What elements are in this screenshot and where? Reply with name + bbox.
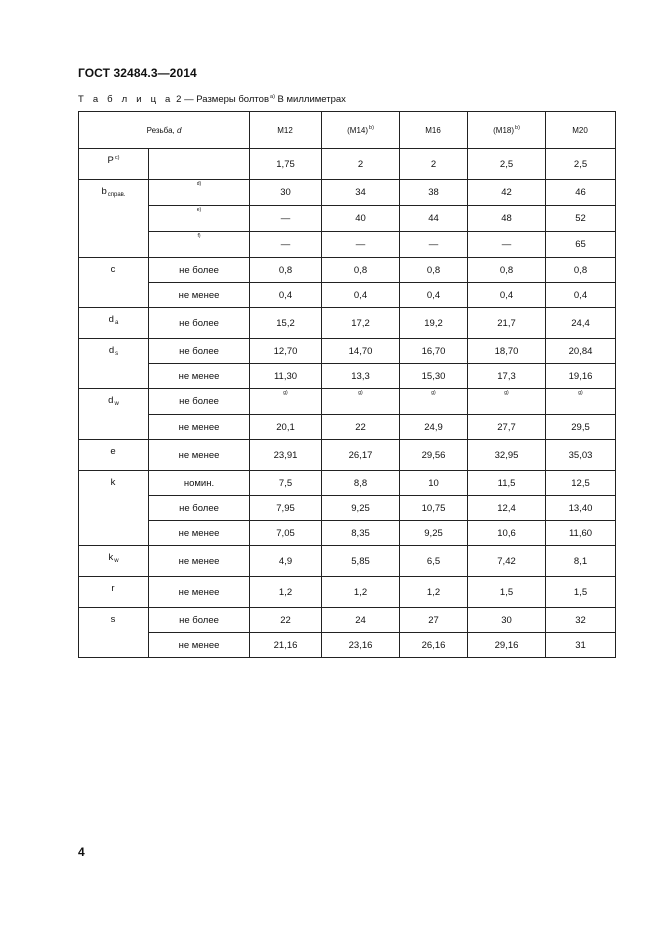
value-cell: 0,4 bbox=[322, 283, 400, 308]
value-cell: 40 bbox=[322, 206, 400, 232]
value-cell: 7,42 bbox=[468, 546, 546, 577]
value-cell: 20,84 bbox=[546, 339, 616, 364]
value-cell: 1,75 bbox=[250, 149, 322, 180]
value-cell: 0,8 bbox=[322, 258, 400, 283]
value-cell: — bbox=[250, 232, 322, 258]
value-cell: 38 bbox=[400, 180, 468, 206]
value-cell: 0,4 bbox=[250, 283, 322, 308]
document-header: ГОСТ 32484.3—2014 bbox=[78, 66, 197, 80]
value-cell: 11,5 bbox=[468, 471, 546, 496]
param-cell-c: c bbox=[79, 258, 149, 308]
value-cell: 29,56 bbox=[400, 440, 468, 471]
value-cell: 8,8 bbox=[322, 471, 400, 496]
param-cell-dw: $d_w$ bbox=[79, 389, 149, 440]
table-caption-text: 2 — Размеры болтов bbox=[173, 94, 270, 105]
qualifier-cell: не менее bbox=[149, 546, 250, 577]
column-header: $(М18)^{b)}$ bbox=[468, 112, 546, 149]
qualifier-cell: не более bbox=[149, 608, 250, 633]
table-row bbox=[79, 206, 616, 232]
value-cell: 12,5 bbox=[546, 471, 616, 496]
value-cell: 27 bbox=[400, 608, 468, 633]
value-cell: 7,5 bbox=[250, 471, 322, 496]
table-row bbox=[79, 149, 616, 180]
value-cell: 16,70 bbox=[400, 339, 468, 364]
table-row bbox=[79, 496, 616, 521]
table-row bbox=[79, 180, 616, 206]
qualifier-cell: не более bbox=[149, 389, 250, 415]
qualifier-cell: не более bbox=[149, 339, 250, 364]
value-cell: 12,4 bbox=[468, 496, 546, 521]
column-header: М12 bbox=[250, 112, 322, 149]
table-header-row bbox=[79, 112, 616, 149]
value-cell: 13,3 bbox=[322, 364, 400, 389]
value-cell: 32,95 bbox=[468, 440, 546, 471]
table-row bbox=[79, 440, 616, 471]
value-cell: 1,2 bbox=[322, 577, 400, 608]
value-cell: 11,60 bbox=[546, 521, 616, 546]
value-cell: 2,5 bbox=[468, 149, 546, 180]
value-cell: — bbox=[400, 232, 468, 258]
value-cell: 1,5 bbox=[546, 577, 616, 608]
value-cell: g) bbox=[546, 389, 616, 415]
value-cell: 0,8 bbox=[400, 258, 468, 283]
value-cell: 26,17 bbox=[322, 440, 400, 471]
value-cell: 24 bbox=[322, 608, 400, 633]
table-row bbox=[79, 546, 616, 577]
value-cell: 24,9 bbox=[400, 415, 468, 440]
qualifier-cell: не менее bbox=[149, 521, 250, 546]
param-cell-b: $b_{справ.}$ bbox=[79, 180, 149, 258]
qualifier-cell: не менее bbox=[149, 577, 250, 608]
table-row bbox=[79, 364, 616, 389]
value-cell: 27,7 bbox=[468, 415, 546, 440]
value-cell: 6,5 bbox=[400, 546, 468, 577]
value-cell: 23,16 bbox=[322, 633, 400, 658]
value-cell: g) bbox=[250, 389, 322, 415]
value-cell: 0,8 bbox=[546, 258, 616, 283]
value-cell: 21,7 bbox=[468, 308, 546, 339]
table-row bbox=[79, 339, 616, 364]
value-cell: — bbox=[250, 206, 322, 232]
value-cell: 1,2 bbox=[250, 577, 322, 608]
value-cell: 32 bbox=[546, 608, 616, 633]
table-row bbox=[79, 308, 616, 339]
table-caption-note: a) bbox=[270, 94, 275, 100]
qualifier-cell: не менее bbox=[149, 283, 250, 308]
value-cell: 22 bbox=[250, 608, 322, 633]
table-row bbox=[79, 283, 616, 308]
value-cell: g) bbox=[400, 389, 468, 415]
column-header: М20 bbox=[546, 112, 616, 149]
qualifier-cell bbox=[149, 149, 250, 180]
qualifier-cell: номин. bbox=[149, 471, 250, 496]
value-cell: 12,70 bbox=[250, 339, 322, 364]
param-cell-kw: $k_w$ bbox=[79, 546, 149, 577]
value-cell: 20,1 bbox=[250, 415, 322, 440]
value-cell: 9,25 bbox=[322, 496, 400, 521]
value-cell: 0,8 bbox=[250, 258, 322, 283]
value-cell: 19,2 bbox=[400, 308, 468, 339]
value-cell: 17,3 bbox=[468, 364, 546, 389]
value-cell: 26,16 bbox=[400, 633, 468, 658]
table-row bbox=[79, 577, 616, 608]
table-row bbox=[79, 232, 616, 258]
value-cell: 21,16 bbox=[250, 633, 322, 658]
value-cell: 5,85 bbox=[322, 546, 400, 577]
table-row bbox=[79, 521, 616, 546]
value-cell: 30 bbox=[250, 180, 322, 206]
qualifier-cell: не менее bbox=[149, 415, 250, 440]
value-cell: 17,2 bbox=[322, 308, 400, 339]
value-cell: 10,75 bbox=[400, 496, 468, 521]
value-cell: 10,6 bbox=[468, 521, 546, 546]
param-cell-P: $P^{c)}$ bbox=[79, 149, 149, 180]
value-cell: 42 bbox=[468, 180, 546, 206]
value-cell: 14,70 bbox=[322, 339, 400, 364]
value-cell: 0,4 bbox=[546, 283, 616, 308]
qualifier-cell: d) bbox=[149, 180, 250, 206]
value-cell: 48 bbox=[468, 206, 546, 232]
dimensions-table bbox=[78, 111, 616, 658]
table-row bbox=[79, 608, 616, 633]
value-cell: 46 bbox=[546, 180, 616, 206]
qualifier-cell: не более bbox=[149, 496, 250, 521]
column-header: $(М14)^{b)}$ bbox=[322, 112, 400, 149]
value-cell: 29,16 bbox=[468, 633, 546, 658]
value-cell: 2 bbox=[322, 149, 400, 180]
value-cell: 0,8 bbox=[468, 258, 546, 283]
value-cell: 0,4 bbox=[468, 283, 546, 308]
page-number: 4 bbox=[78, 845, 85, 859]
value-cell: 8,35 bbox=[322, 521, 400, 546]
qualifier-cell: не более bbox=[149, 258, 250, 283]
thread-header-cell: Резьба, d bbox=[79, 112, 250, 149]
value-cell: 29,5 bbox=[546, 415, 616, 440]
value-cell: 23,91 bbox=[250, 440, 322, 471]
value-cell: 10 bbox=[400, 471, 468, 496]
param-cell-ds: $d_s$ bbox=[79, 339, 149, 389]
value-cell: 9,25 bbox=[400, 521, 468, 546]
value-cell: 22 bbox=[322, 415, 400, 440]
table-row bbox=[79, 258, 616, 283]
qualifier-cell: не более bbox=[149, 308, 250, 339]
value-cell: 52 bbox=[546, 206, 616, 232]
value-cell: 15,2 bbox=[250, 308, 322, 339]
table-row bbox=[79, 471, 616, 496]
table-caption-label: Т а б л и ц а bbox=[78, 94, 174, 105]
value-cell: g) bbox=[322, 389, 400, 415]
qualifier-cell: e) bbox=[149, 206, 250, 232]
qualifier-cell: не менее bbox=[149, 633, 250, 658]
value-cell: 15,30 bbox=[400, 364, 468, 389]
value-cell: 31 bbox=[546, 633, 616, 658]
value-cell: 35,03 bbox=[546, 440, 616, 471]
param-cell-k: k bbox=[79, 471, 149, 546]
value-cell: 19,16 bbox=[546, 364, 616, 389]
value-cell: 2 bbox=[400, 149, 468, 180]
value-cell: 11,30 bbox=[250, 364, 322, 389]
value-cell: 44 bbox=[400, 206, 468, 232]
qualifier-cell: не менее bbox=[149, 440, 250, 471]
param-cell-da: $d_a$ bbox=[79, 308, 149, 339]
column-header: М16 bbox=[400, 112, 468, 149]
value-cell: 4,9 bbox=[250, 546, 322, 577]
value-cell: 7,05 bbox=[250, 521, 322, 546]
table-row bbox=[79, 633, 616, 658]
table-caption bbox=[78, 94, 346, 105]
qualifier-cell: f) bbox=[149, 232, 250, 258]
value-cell: — bbox=[322, 232, 400, 258]
table-row bbox=[79, 389, 616, 415]
value-cell: 2,5 bbox=[546, 149, 616, 180]
value-cell: — bbox=[468, 232, 546, 258]
table-row bbox=[79, 415, 616, 440]
value-cell: g) bbox=[468, 389, 546, 415]
table-units: В миллиметрах bbox=[274, 94, 346, 105]
value-cell: 1,2 bbox=[400, 577, 468, 608]
value-cell: 0,4 bbox=[400, 283, 468, 308]
param-cell-r: r bbox=[79, 577, 149, 608]
value-cell: 7,95 bbox=[250, 496, 322, 521]
value-cell: 30 bbox=[468, 608, 546, 633]
value-cell: 18,70 bbox=[468, 339, 546, 364]
qualifier-cell: не менее bbox=[149, 364, 250, 389]
value-cell: 1,5 bbox=[468, 577, 546, 608]
param-cell-e: e bbox=[79, 440, 149, 471]
value-cell: 65 bbox=[546, 232, 616, 258]
value-cell: 13,40 bbox=[546, 496, 616, 521]
value-cell: 8,1 bbox=[546, 546, 616, 577]
value-cell: 24,4 bbox=[546, 308, 616, 339]
value-cell: 34 bbox=[322, 180, 400, 206]
param-cell-s: s bbox=[79, 608, 149, 658]
